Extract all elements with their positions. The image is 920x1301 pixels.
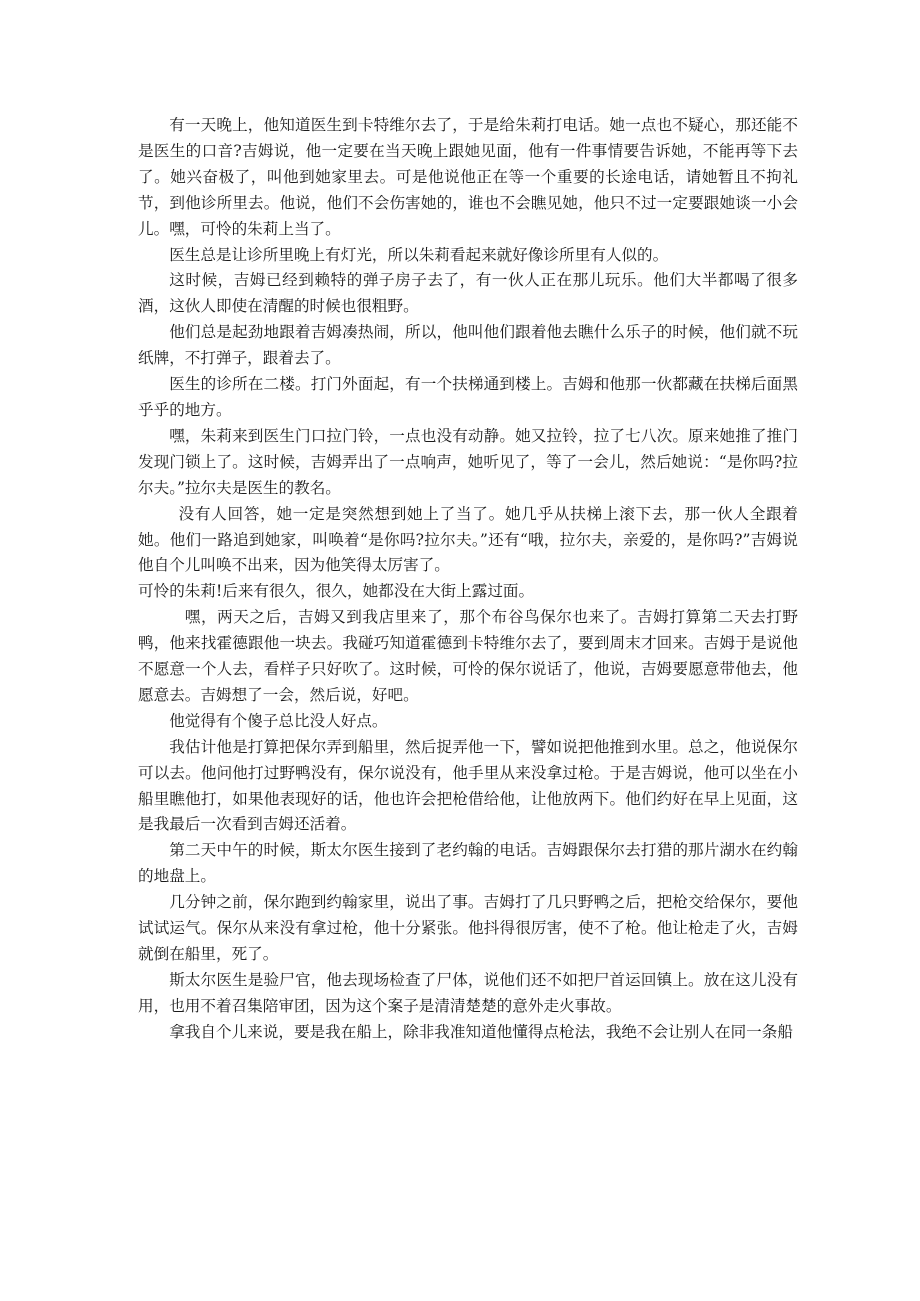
paragraph-10: 他觉得有个傻子总比没人好点。: [169, 711, 388, 730]
document-body: [138, 113, 798, 1046]
paragraph-12: 第二天中午的时候，斯太尔医生接到了老约翰的电话。吉姆跟保尔去打猎的那片湖水在约翰的地盘上。: [138, 841, 798, 886]
paragraph-2: 医生总是让诊所里晚上有灯光，所以朱莉看起来就好像诊所里有人似的。: [169, 245, 669, 264]
paragraph-11: 我估计他是打算把保尔弄到船里，然后捉弄他一下，譬如说把他推到水里。总之，他说保尔可以去。他问他打过野鸭没有，保尔说没有，他手里从来没拿过枪。于是吉姆说，他可以坐在小船里瞧他打，如果他表现好的话，他也许会把枪借给他，让他放两下。他们约好在早上见面，这是我最后一次看到吉姆还活着。: [138, 737, 798, 834]
paragraph-4: 他们总是起劲地跟着吉姆凑热闹，所以，他叫他们跟着他去瞧什么乐子的时候，他们就不玩纸牌，不打弹子，跟着去了。: [138, 323, 798, 368]
paragraph-8: 可怜的朱莉!后来有很久，很久，她都没在大街上露过面。: [138, 582, 535, 601]
paragraph-5: 医生的诊所在二楼。打门外面起，有一个扶梯通到楼上。吉姆和他那一伙都藏在扶梯后面黑乎乎的地方。: [138, 375, 798, 419]
paragraph-9: 嘿，两天之后，吉姆又到我店里来了，那个布谷鸟保尔也来了。吉姆打算第二天去打野鸭，他来找霍德跟他一块去。我碰巧知道霍德到卡特维尔去了，要到周末才回来。吉姆于是说他不愿意一个人去，看样子只好吹了。这时候，可怜的保尔说话了，他说，吉姆要愿意带他去，他愿意去。吉姆想了一会，然后说，好吧。: [138, 608, 798, 704]
paragraph-3: 这时候，吉姆已经到赖特的弹子房子去了，有一伙人正在那儿玩乐。他们大半都喝了很多酒，这伙人即使在清醒的时候也很粗野。: [138, 271, 798, 316]
paragraph-14: 斯太尔医生是验尸官，他去现场检查了尸体，说他们还不如把尸首运回镇上。放在这儿没有用，也用不着召集陪审团，因为这个案子是清清楚楚的意外走火事故。: [138, 970, 798, 1015]
paragraph-6: 嘿，朱莉来到医生门口拉门铃，一点也没有动静。她又拉铃，拉了七八次。原来她推了推门发现门锁上了。这时候，吉姆弄出了一点响声，她听见了，等了一会儿，然后她说：“是你吗?拉尔夫。”拉尔夫是医生的教名。: [138, 426, 798, 497]
paragraph-7: 没有人回答，她一定是突然想到她上了当了。她几乎从扶梯上滚下去，那一伙人全跟着她。他们一路追到她家，叫唤着“是你吗?拉尔夫。”还有“哦，拉尔夫，亲爱的，是你吗?”吉姆说他自个儿叫唤不出来，因为他笑得太厉害了。: [138, 504, 798, 575]
paragraph-1: 有一天晚上，他知道医生到卡特维尔去了，于是给朱莉打电话。她一点也不疑心，那还能不是医生的口音?吉姆说，他一定要在当天晚上跟她见面，他有一件事情要告诉她，不能再等下去了。她兴奋极了，叫他到她家里去。可是他说他正在等一个重要的长途电话，请她暂且不拘礼节，到他诊所里去。他说，他们不会伤害她的，谁也不会瞧见她，他只不过一定要跟她谈一小会儿。嘿，可怜的朱莉上当了。: [138, 116, 798, 238]
paragraph-15: 拿我自个儿来说，要是我在船上，除非我准知道他懂得点枪法，我绝不会让别人在同一条船: [169, 1022, 793, 1041]
paragraph-13: 几分钟之前，保尔跑到约翰家里，说出了事。吉姆打了几只野鸭之后，把枪交给保尔，要他试试运气。保尔从来没有拿过枪，他十分紧张。他抖得很厉害，使不了枪。他让枪走了火，吉姆就倒在船里，死了。: [138, 893, 798, 963]
